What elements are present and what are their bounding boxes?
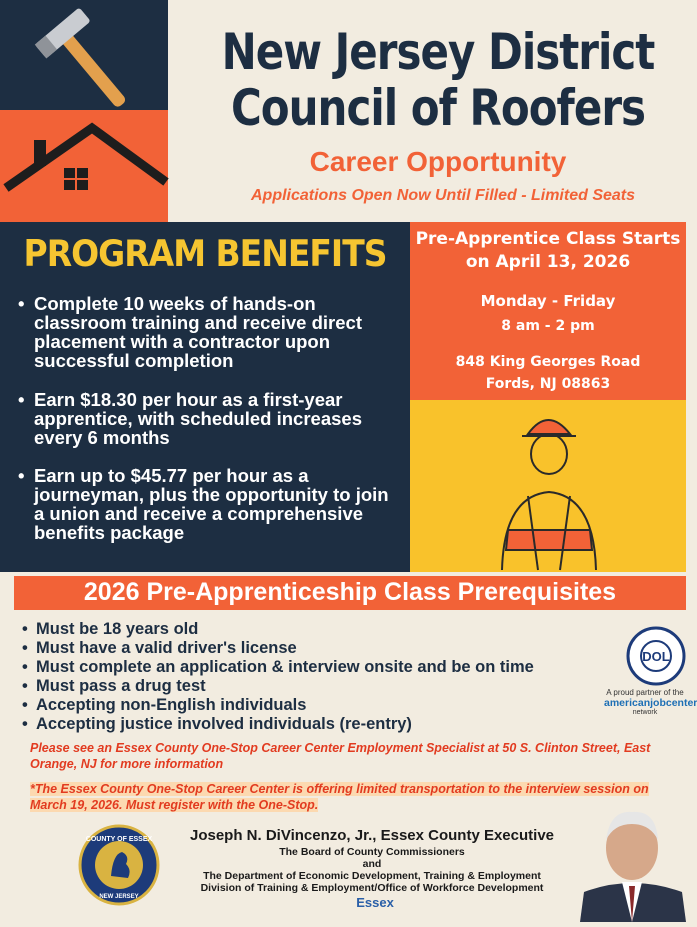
applications-note: Applications Open Now Until Filled - Limited Seats [250, 187, 636, 204]
bullet-icon: • [18, 465, 25, 486]
bullet-icon: • [18, 389, 25, 410]
bullet-icon: • [22, 677, 28, 695]
list-item [22, 639, 622, 658]
house-icon [0, 110, 168, 222]
benefit-item [18, 294, 398, 370]
footer-line: Division of Training & Employment/Office of Workforce Development [200, 882, 544, 894]
bullet-icon: • [22, 639, 28, 657]
prereq-text: Accepting justice involved individuals (re-entry) [36, 715, 412, 733]
ajc-brand: americanjobcenter [604, 697, 697, 709]
subtitle: Career Opportunity [309, 146, 567, 177]
ajc-tagline: A proud partner of the [606, 688, 684, 697]
prereq-text: Must be 18 years old [36, 620, 199, 638]
hammer-panel [0, 0, 168, 110]
bullet-icon: • [18, 293, 25, 314]
info-note: Please see an Essex County One-Stop Career Center Employment Specialist at 50 S. Clinton Street, East Orange, NJ for more information [30, 741, 651, 771]
footer-line: The Department of Economic Development, Training & Employment [203, 870, 541, 882]
dol-seal-logo [626, 626, 686, 686]
list-item [22, 620, 622, 639]
list-item [22, 658, 622, 677]
page-title-line1: New Jersey District [221, 22, 655, 81]
benefit-item [18, 466, 398, 542]
class-start-line1: Pre-Apprentice Class Starts [415, 229, 681, 249]
bullet-icon: • [22, 696, 28, 714]
essex-county-seal [78, 824, 160, 906]
address-line2: Fords, NJ 08863 [485, 376, 611, 392]
seal-bottom-text: NEW JERSEY [99, 894, 139, 900]
footer-line: and [362, 858, 382, 870]
essex-logo-text: Essex [356, 895, 394, 910]
address-line1: 848 King Georges Road [455, 354, 641, 370]
note-text: . Must register with the One-Stop. [118, 798, 319, 812]
prereq-text: Accepting non-English individuals [36, 696, 307, 714]
class-days: Monday - Friday [480, 292, 616, 310]
benefit-text: Earn $18.30 per hour as a first-year apprentice, with scheduled increases every 6 months [34, 389, 362, 448]
list-item [22, 715, 622, 734]
footer-line: The Board of County Commissioners [279, 846, 465, 858]
benefit-item [18, 390, 398, 447]
ajc-network: network [632, 709, 658, 716]
county-executive: Joseph N. DiVincenzo, Jr., Essex County Executive [189, 827, 555, 844]
hammer-icon [0, 0, 168, 110]
house-panel [0, 110, 168, 222]
prereq-heading: 2026 Pre-Apprenticeship Class Prerequisites [83, 578, 617, 606]
note-text: *The Essex County One-Stop Career Center is offering limited transportation to the interview session on [30, 782, 649, 796]
bullet-icon: • [22, 715, 28, 733]
class-hours: 8 am - 2 pm [501, 318, 595, 334]
american-job-center-logo [604, 688, 697, 728]
list-item [22, 677, 622, 696]
class-start-line2: on April 13, 2026 [465, 252, 631, 272]
prereq-list [22, 620, 622, 734]
prereq-text: Must complete an application & interview onsite and be on time [36, 658, 534, 676]
essex-county-logo [340, 896, 410, 922]
worker-icon [410, 400, 686, 572]
worker-panel [410, 400, 686, 572]
executive-portrait [580, 796, 686, 922]
bullet-icon: • [22, 620, 28, 638]
benefit-text: Earn up to $45.77 per hour as a journeyman, plus the opportunity to join a union and receive a comprehensive benefits package [34, 465, 389, 543]
dol-seal-text: DOL [642, 649, 670, 664]
benefits-heading: PROGRAM BENEFITS [23, 232, 387, 275]
seal-top-text: COUNTY OF ESSEX [85, 836, 153, 843]
prereq-text: Must have a valid driver's license [36, 639, 297, 657]
prereq-text: Must pass a drug test [36, 677, 206, 695]
page-title-line2: Council of Roofers [230, 78, 646, 137]
list-item [22, 696, 622, 715]
benefit-text: Complete 10 weeks of hands-on classroom training and receive direct placement with a contractor upon successful completion [34, 293, 362, 371]
note-date: March 19, 2026 [30, 798, 119, 812]
bullet-icon: • [22, 658, 28, 676]
